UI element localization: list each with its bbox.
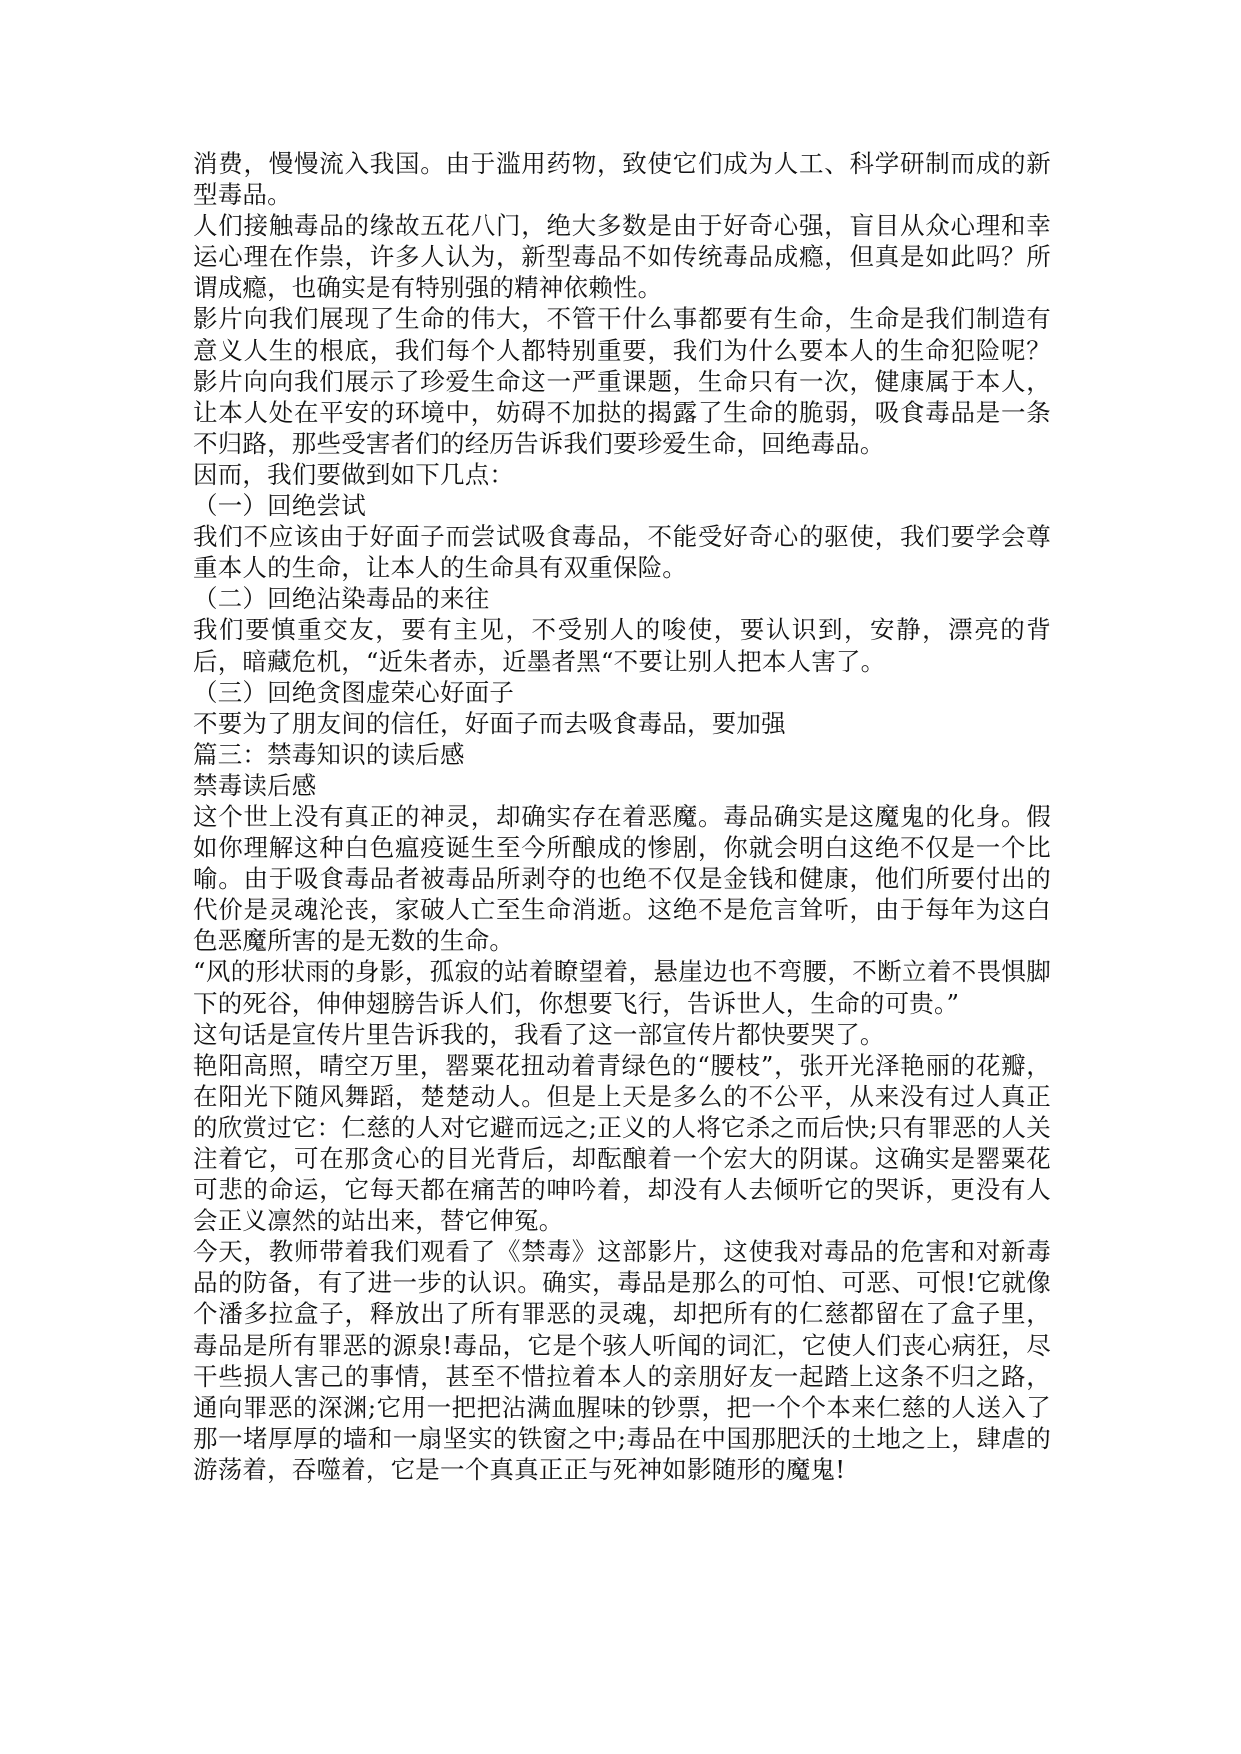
- paragraph: 我们不应该由于好面子而尝试吸食毒品，不能受好奇心的驱使，我们要学会尊重本人的生命，让本人的生命具有双重保险。: [193, 522, 1051, 583]
- paragraph: 不要为了朋友间的信任，好面子而去吸食毒品，要加强: [193, 708, 786, 738]
- section-heading: （二）回绝沾染毒品的来往: [193, 584, 490, 614]
- paragraph: 影片向我们展现了生命的伟大，不管干什么事都要有生命，生命是我们制造有意义人生的根底，我们每个人都特别重要，我们为什么要本人的生命犯险呢？影片向向我们展示了珍爱生命这一严重课题，生命只有一次，健康属于本人，让本人处在平安的环境中，妨碍不加挞的揭露了生命的脆弱，吸食毒品是一条不归路，那些受害者们的经历告诉我们要珍爱生命，回绝毒品。: [193, 304, 1051, 458]
- section-heading: （三）回绝贪图虚荣心好面子: [193, 677, 515, 707]
- article-subtitle: 禁毒读后感: [193, 770, 317, 800]
- paragraph: 这个世上没有真正的神灵，却确实存在着恶魔。毒品确实是这魔鬼的化身。假如你理解这种白色瘟疫诞生至今所酿成的惨剧，你就会明白这绝不仅是一个比喻。由于吸食毒品者被毒品所剥夺的也绝不仅是金钱和健康，他们所要付出的代价是灵魂沦丧，家破人亡至生命消逝。这绝不是危言耸听，由于每年为这白色恶魔所害的是无数的生命。: [193, 801, 1051, 956]
- document-body: [193, 148, 1051, 1485]
- paragraph: 消费，慢慢流入我国。由于滥用药物，致使它们成为人工、科学研制而成的新型毒品。: [193, 149, 1051, 210]
- paragraph: 人们接触毒品的缘故五花八门，绝大多数是由于好奇心强，盲目从众心理和幸运心理在作祟，许多人认为，新型毒品不如传统毒品成瘾，但真是如此吗？所谓成瘾，也确实是有特别强的精神依赖性。: [193, 211, 1051, 303]
- article-title: 篇三：禁毒知识的读后感: [193, 739, 465, 769]
- paragraph: 今天，教师带着我们观看了《禁毒》这部影片，这使我对毒品的危害和对新毒品的防备，有了进一步的认识。确实，毒品是那么的可怕、可恶、可恨!它就像个潘多拉盒子，释放出了所有罪恶的灵魂，却把所有的仁慈都留在了盒子里，毒品是所有罪恶的源泉!毒品，它是个骇人听闻的词汇，它使人们丧心病狂，尽干些损人害己的事情，甚至不惜拉着本人的亲朋好友一起踏上这条不归之路，通向罪恶的深渊;它用一把把沾满血腥味的钞票，把一个个本来仁慈的人送入了那一堵厚厚的墙和一扇坚实的铁窗之中;毒品在中国那肥沃的土地之上，肆虐的游荡着，吞噬着，它是一个真真正正与死神如影随形的魔鬼!: [193, 1237, 1051, 1484]
- paragraph: 因而，我们要做到如下几点：: [193, 459, 515, 489]
- section-heading: （一）回绝尝试: [193, 491, 366, 521]
- paragraph: 这句话是宣传片里告诉我的，我看了这一部宣传片都快要哭了。: [193, 1019, 885, 1049]
- quote-paragraph: “风的形状雨的身影，孤寂的站着瞭望着，悬崖边也不弯腰，不断立着不畏惧脚下的死谷，伸伸翅膀告诉人们，你想要飞行，告诉世人，生命的可贵。”: [193, 957, 1051, 1018]
- paragraph: 我们要慎重交友，要有主见，不受别人的唆使，要认识到，安静，漂亮的背后，暗藏危机，“近朱者赤，近墨者黑“不要让别人把本人害了。: [193, 615, 1051, 676]
- paragraph: 艳阳高照，晴空万里，罂粟花扭动着青绿色的“腰枝”，张开光泽艳丽的花瓣，在阳光下随风舞蹈，楚楚动人。但是上天是多么的不公平，从来没有过人真正的欣赏过它：仁慈的人对它避而远之;正义的人将它杀之而后快;只有罪恶的人关注着它，可在那贪心的目光背后，却酝酿着一个宏大的阴谋。这确实是罂粟花可悲的命运，它每天都在痛苦的呻吟着，却没有人去倾听它的哭诉，更没有人会正义凛然的站出来，替它伸冤。: [193, 1050, 1051, 1236]
